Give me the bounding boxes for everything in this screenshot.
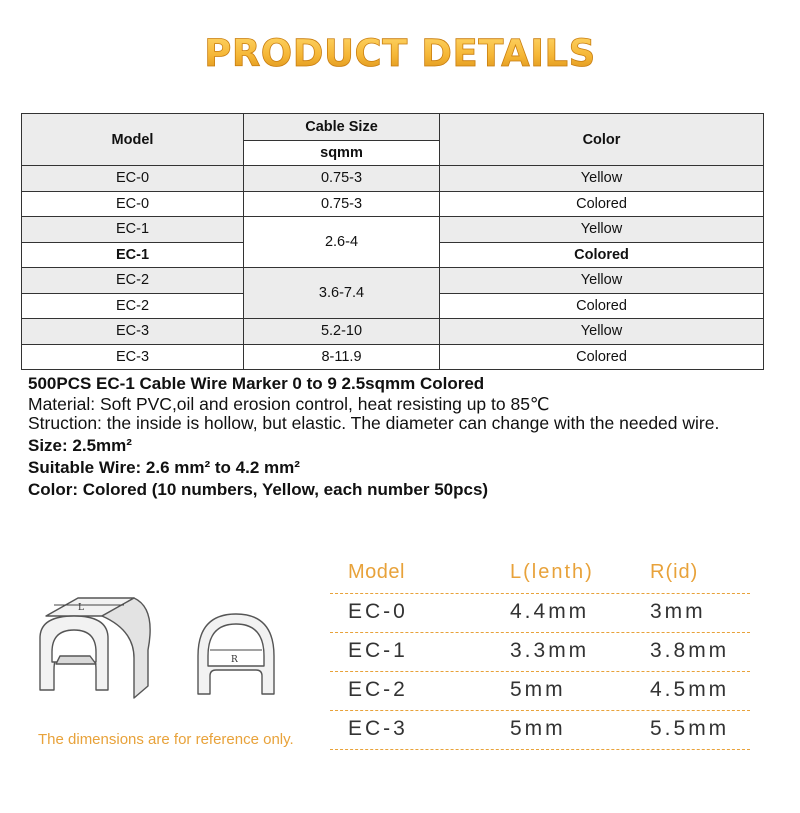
dim-length: 3.3mm	[510, 639, 590, 662]
table-row	[22, 344, 764, 370]
dimensions-row	[330, 633, 750, 672]
cell-color: Yellow	[440, 166, 764, 192]
dimensions-row	[330, 594, 750, 633]
dim-header-length: L(lenth)	[510, 561, 594, 583]
cell-size: 3.6-7.4	[244, 268, 440, 319]
spec-headline: 500PCS EC-1 Cable Wire Marker 0 to 9 2.5sqmm Colored	[28, 374, 485, 393]
title-text-svg	[0, 28, 800, 74]
cell-color: Yellow	[440, 217, 764, 243]
dimensions-header-row	[330, 555, 750, 594]
header-cable-size: Cable Size	[244, 114, 440, 141]
cell-color: Yellow	[440, 319, 764, 345]
spec-suitable-wire: Suitable Wire: 2.6 mm² to 4.2 mm²	[28, 458, 300, 477]
spec-struction: Struction: the inside is hollow, but elastic. The diameter can change with the needed wire.	[28, 413, 720, 433]
cell-model: EC-3	[22, 344, 244, 370]
dim-model: EC-1	[348, 639, 408, 662]
cell-model: EC-3	[22, 319, 244, 345]
title-text: PRODUCT DETAILS	[204, 32, 596, 74]
table-row	[22, 268, 764, 294]
length-label: L	[78, 603, 84, 613]
header-color: Color	[440, 114, 764, 166]
dimensions-table	[330, 555, 750, 750]
cell-model: EC-2	[22, 293, 244, 319]
cell-model: EC-1	[22, 242, 244, 268]
cell-model: EC-1	[22, 217, 244, 243]
dim-model: EC-2	[348, 678, 408, 701]
cell-model: EC-0	[22, 166, 244, 192]
cell-size: 5.2-10	[244, 319, 440, 345]
dim-radius: 5.5mm	[650, 717, 730, 740]
page-title	[0, 28, 800, 83]
dim-header-model: Model	[348, 561, 405, 583]
cell-color: Yellow	[440, 268, 764, 294]
cell-model: EC-0	[22, 191, 244, 217]
dim-radius: 3mm	[650, 600, 706, 623]
dim-header-radius: R(id)	[650, 561, 699, 583]
cell-color: Colored	[440, 191, 764, 217]
dimensions-row	[330, 672, 750, 711]
spec-table	[21, 113, 764, 370]
table-row	[22, 191, 764, 217]
table-row	[22, 319, 764, 345]
dim-length: 5mm	[510, 717, 566, 740]
dim-model: EC-0	[348, 600, 408, 623]
cell-model: EC-2	[22, 268, 244, 294]
spec-size: Size: 2.5mm²	[28, 436, 132, 455]
dim-radius: 3.8mm	[650, 639, 730, 662]
marker-diagram	[30, 590, 290, 720]
marker-3d-drawing	[40, 598, 150, 698]
cell-size: 2.6-4	[244, 217, 440, 268]
dim-radius: 4.5mm	[650, 678, 730, 701]
header-model: Model	[22, 114, 244, 166]
table-header-row	[22, 114, 764, 141]
cell-size: 8-11.9	[244, 344, 440, 370]
spec-material: Material: Soft PVC,oil and erosion control, heat resisting up to 85℃	[28, 394, 550, 414]
cell-size: 0.75-3	[244, 191, 440, 217]
dim-length: 5mm	[510, 678, 566, 701]
table-row	[22, 217, 764, 243]
marker-cross-section	[198, 614, 274, 694]
spec-description	[28, 374, 768, 500]
header-unit: sqmm	[244, 141, 440, 166]
cell-color: Colored	[440, 242, 764, 268]
spec-color: Color: Colored (10 numbers, Yellow, each number 50pcs)	[28, 480, 489, 499]
dim-length: 4.4mm	[510, 600, 590, 623]
radius-label: R	[231, 655, 238, 665]
table-row	[22, 166, 764, 192]
dim-model: EC-3	[348, 717, 408, 740]
cell-color: Colored	[440, 293, 764, 319]
dimensions-row	[330, 711, 750, 750]
cell-size: 0.75-3	[244, 166, 440, 192]
cell-color: Colored	[440, 344, 764, 370]
reference-note: The dimensions are for reference only.	[38, 731, 294, 748]
